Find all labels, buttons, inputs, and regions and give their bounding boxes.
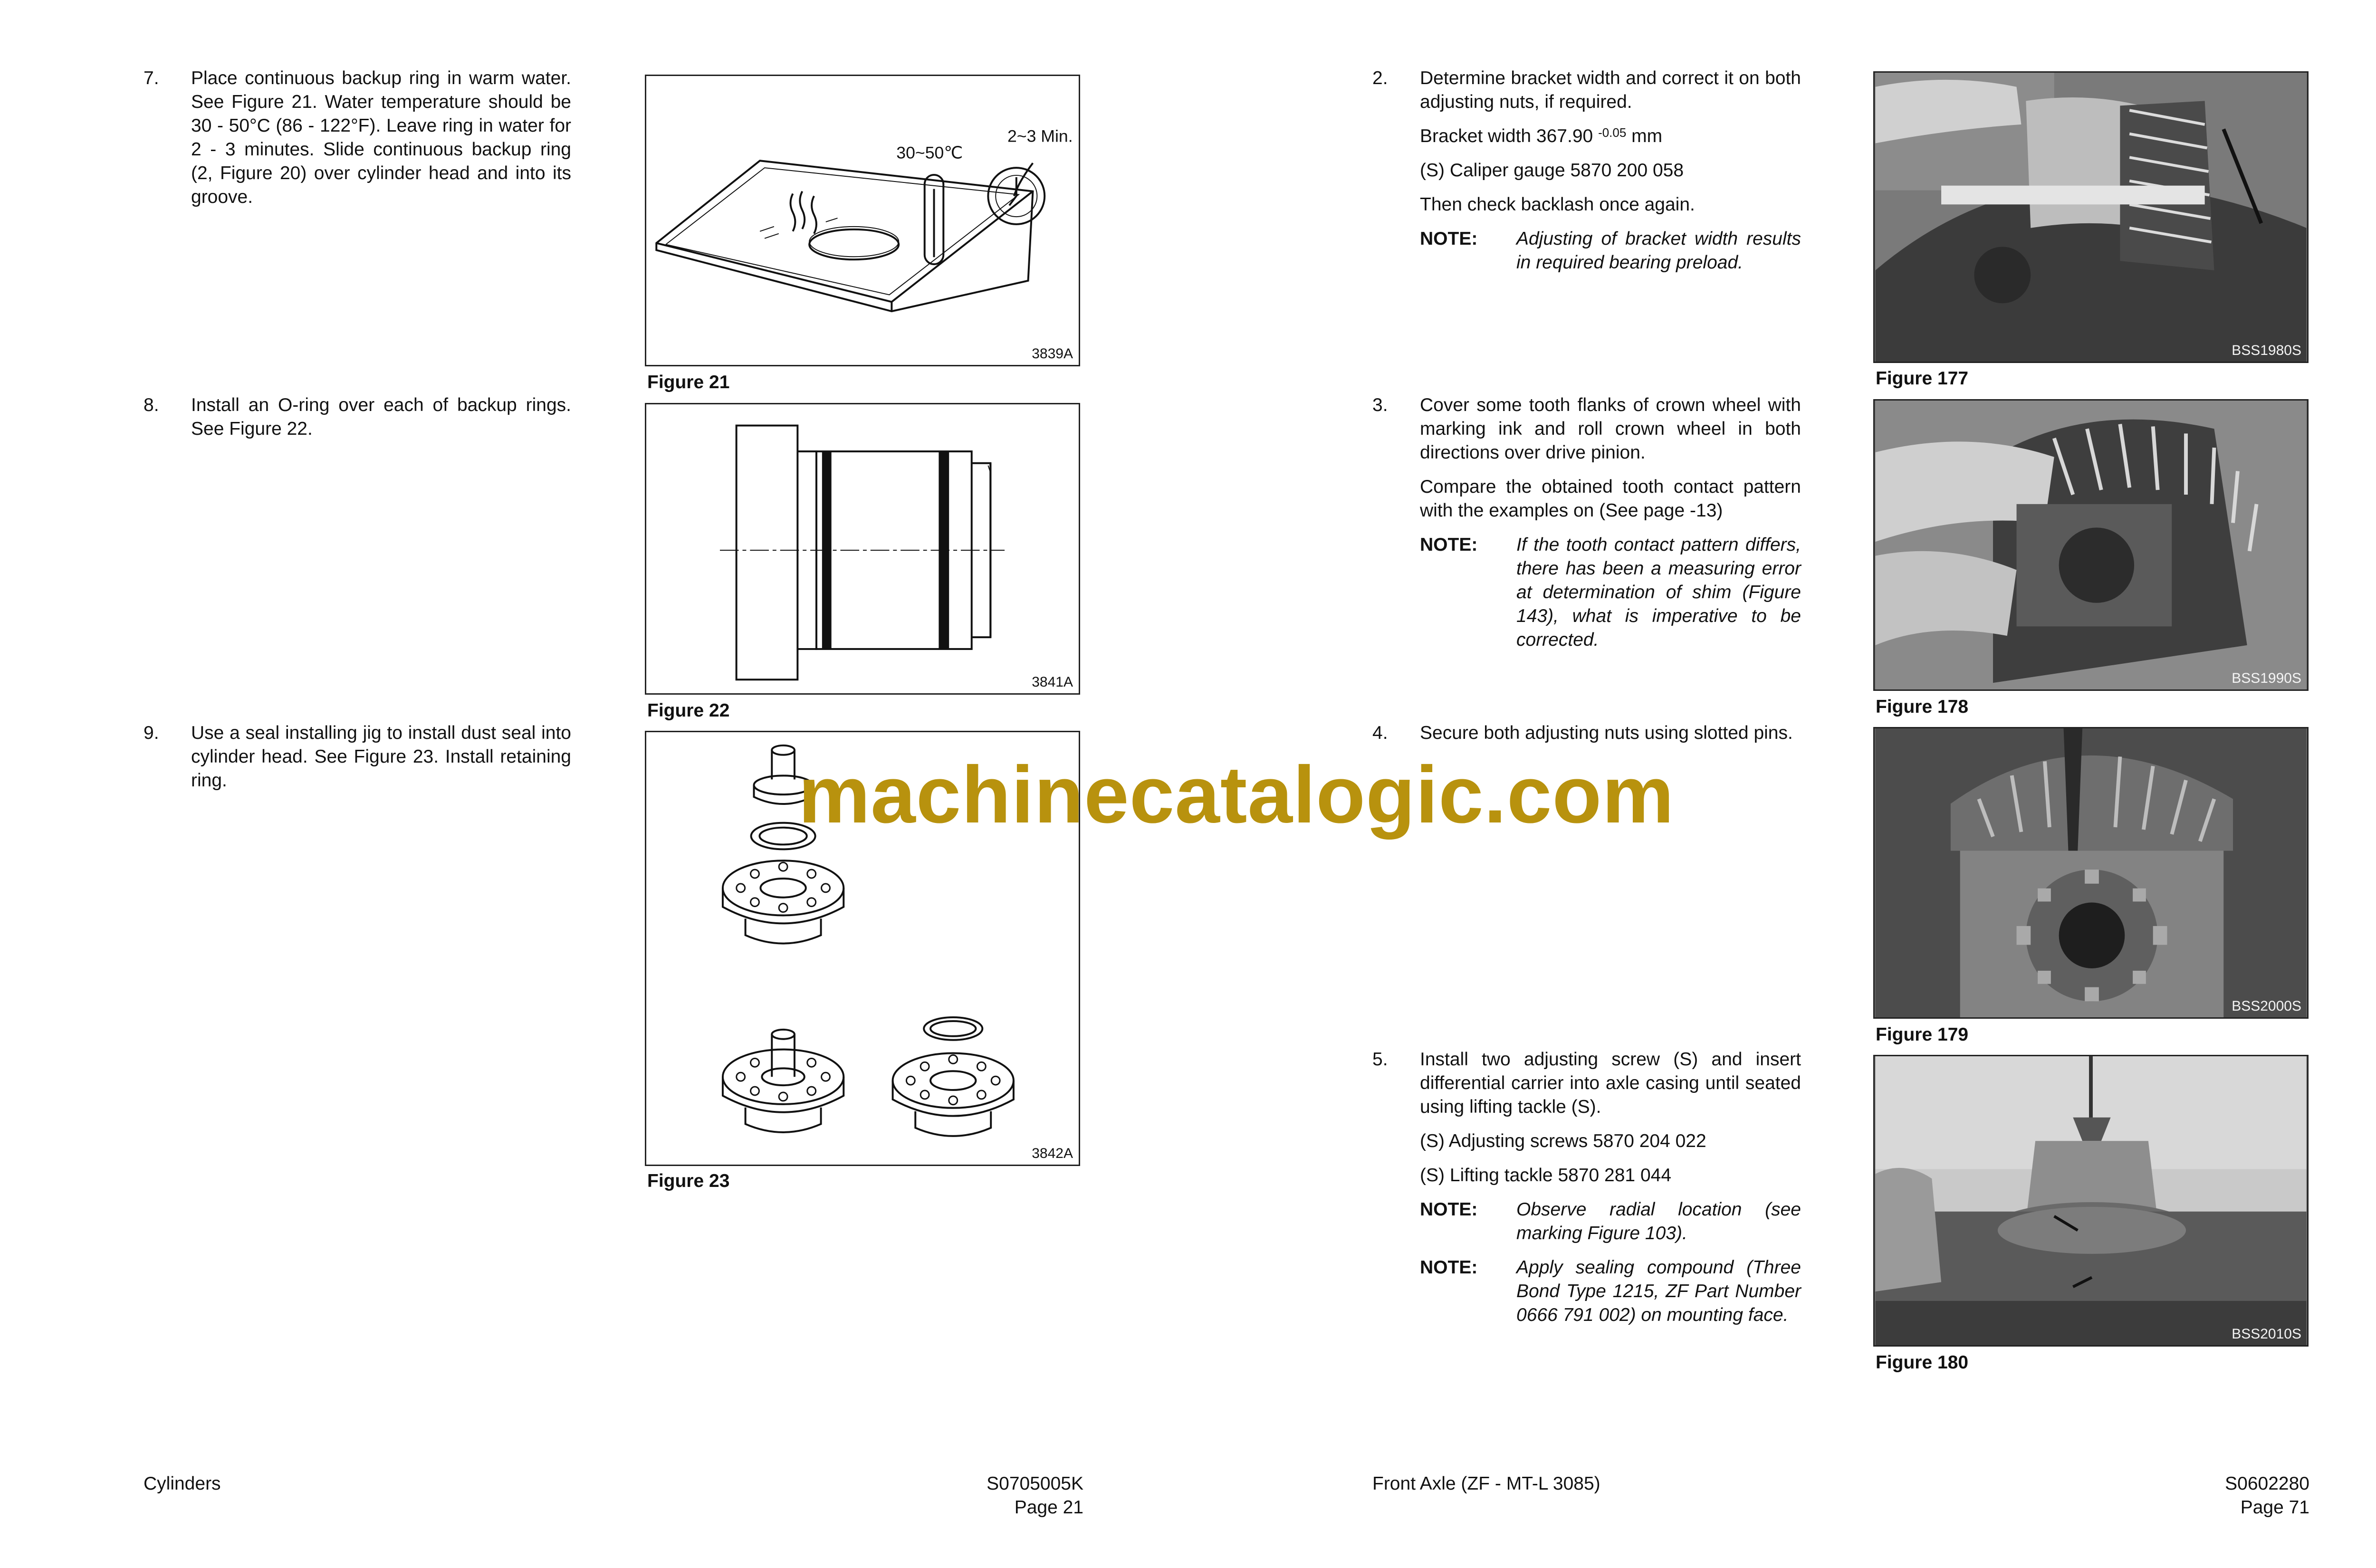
figure-code: 3839A <box>1032 346 1073 362</box>
figure-180-caption: Figure 180 <box>1876 1352 1969 1373</box>
page-number: Page 71 <box>2240 1497 2309 1518</box>
doc-number: S0602280 <box>2225 1473 2309 1494</box>
figure-178-caption: Figure 178 <box>1876 697 1969 717</box>
check-text: Then check backlash once again. <box>1420 194 1695 215</box>
note-text: If the tooth contact pattern differs, there has been a measuring error at determination of shim (Figure 143), what is imperative to be corrected. <box>1516 535 1801 650</box>
step-text: Place continuous backup ring in warm water. See Figure 21. Water temperature should be 30 - 50°C (86 - 122°F). Leave ring in water for 2 - 3 minutes. Slide continuous backup ring (2, Figure 20) over cylinder head and into its groove. <box>191 68 571 207</box>
figure-177-caption: Figure 177 <box>1876 368 1969 389</box>
crown-wheel-photo <box>1875 401 2307 689</box>
differential-carrier-install-photo <box>1875 1056 2307 1345</box>
left-footer-section: Cylinders <box>144 1473 221 1494</box>
water-tray-drawing <box>646 76 1079 365</box>
note-text: Adjusting of bracket width results in required bearing preload. <box>1516 229 1801 273</box>
note-label: NOTE: <box>1420 535 1478 555</box>
figure-22-caption: Figure 22 <box>647 700 730 721</box>
compare-text: Compare the obtained tooth contact pattern with the examples on (See page -13) <box>1420 477 1801 521</box>
note-label: NOTE: <box>1420 1257 1478 1278</box>
step-number: 9. <box>144 723 159 743</box>
page-number: Page 21 <box>1014 1497 1083 1518</box>
figure-179-caption: Figure 179 <box>1876 1024 1969 1045</box>
step-text: Install two adjusting screw (S) and insert differential carrier into axle casing until seated using lifting tackle (S). <box>1420 1049 1801 1117</box>
step-number: 2. <box>1372 68 1388 88</box>
note-text: Observe radial location (see marking Figure 103). <box>1516 1199 1801 1243</box>
step-text: Use a seal installing jig to install dust seal into cylinder head. See Figure 23. Install retaining ring. <box>191 723 571 791</box>
photo-code: BSS2000S <box>2232 998 2301 1014</box>
note <box>1420 533 1801 652</box>
figure-23-caption: Figure 23 <box>647 1171 730 1191</box>
tool-caliper: (S) Caliper gauge 5870 200 058 <box>1420 160 1684 181</box>
step-text: Determine bracket width and correct it on both adjusting nuts, if required. <box>1420 68 1801 112</box>
figure-22-oring-illustration <box>645 403 1080 695</box>
photo-code: BSS1980S <box>2232 343 2301 358</box>
left-footer-doc-number <box>808 1472 1083 1520</box>
doc-number: S0705005K <box>987 1473 1083 1494</box>
step-number: 8. <box>144 395 159 415</box>
note <box>1420 227 1801 275</box>
watermark: machinecatalogic.com <box>798 750 1675 840</box>
figure-21-warm-water-illustration <box>645 75 1080 366</box>
tool-adjusting-screws: (S) Adjusting screws 5870 204 022 <box>1420 1131 1706 1151</box>
note-label: NOTE: <box>1420 1199 1478 1220</box>
figure-21-caption: Figure 21 <box>647 372 730 392</box>
note-label: NOTE: <box>1420 229 1478 249</box>
figure-code: 3842A <box>1032 1146 1073 1161</box>
step-number: 4. <box>1372 723 1388 743</box>
bracket-measure-photo <box>1875 73 2307 362</box>
time-label: 2~3 Min. <box>1007 126 1073 146</box>
figure-178-photo <box>1873 399 2309 691</box>
step-number: 7. <box>144 68 159 88</box>
slotted-pins-photo <box>1875 728 2307 1017</box>
photo-code: BSS1990S <box>2232 670 2301 686</box>
tolerance: -0.05 <box>1598 125 1627 140</box>
cylinder-head-drawing <box>646 404 1079 693</box>
right-footer-doc-number <box>2034 1472 2309 1520</box>
temperature-label: 30~50℃ <box>896 143 963 163</box>
figure-code: 3841A <box>1032 674 1073 690</box>
tool-lifting-tackle: (S) Lifting tackle 5870 281 044 <box>1420 1165 1672 1186</box>
right-footer-section: Front Axle (ZF - MT-L 3085) <box>1372 1473 1600 1494</box>
step-text: Cover some tooth flanks of crown wheel with marking ink and roll crown wheel in both directions over drive pinion. <box>1420 395 1801 463</box>
bracket-width: Bracket width 367.90 $^{-0.05}$ mm <box>1420 125 1663 146</box>
step-text: Secure both adjusting nuts using slotted pins. <box>1420 723 1793 743</box>
step-number: 5. <box>1372 1049 1388 1070</box>
photo-code: BSS2010S <box>2232 1326 2301 1342</box>
figure-180-photo <box>1873 1055 2309 1347</box>
note <box>1420 1256 1801 1327</box>
figure-179-photo <box>1873 727 2309 1019</box>
note-text: Apply sealing compound (Three Bond Type 1215, ZF Part Number 0666 791 002) on mounting face. <box>1516 1257 1801 1325</box>
step-number: 3. <box>1372 395 1388 415</box>
note <box>1420 1198 1801 1245</box>
figure-177-photo <box>1873 71 2309 363</box>
step-text: Install an O-ring over each of backup rings. See Figure 22. <box>191 395 571 439</box>
